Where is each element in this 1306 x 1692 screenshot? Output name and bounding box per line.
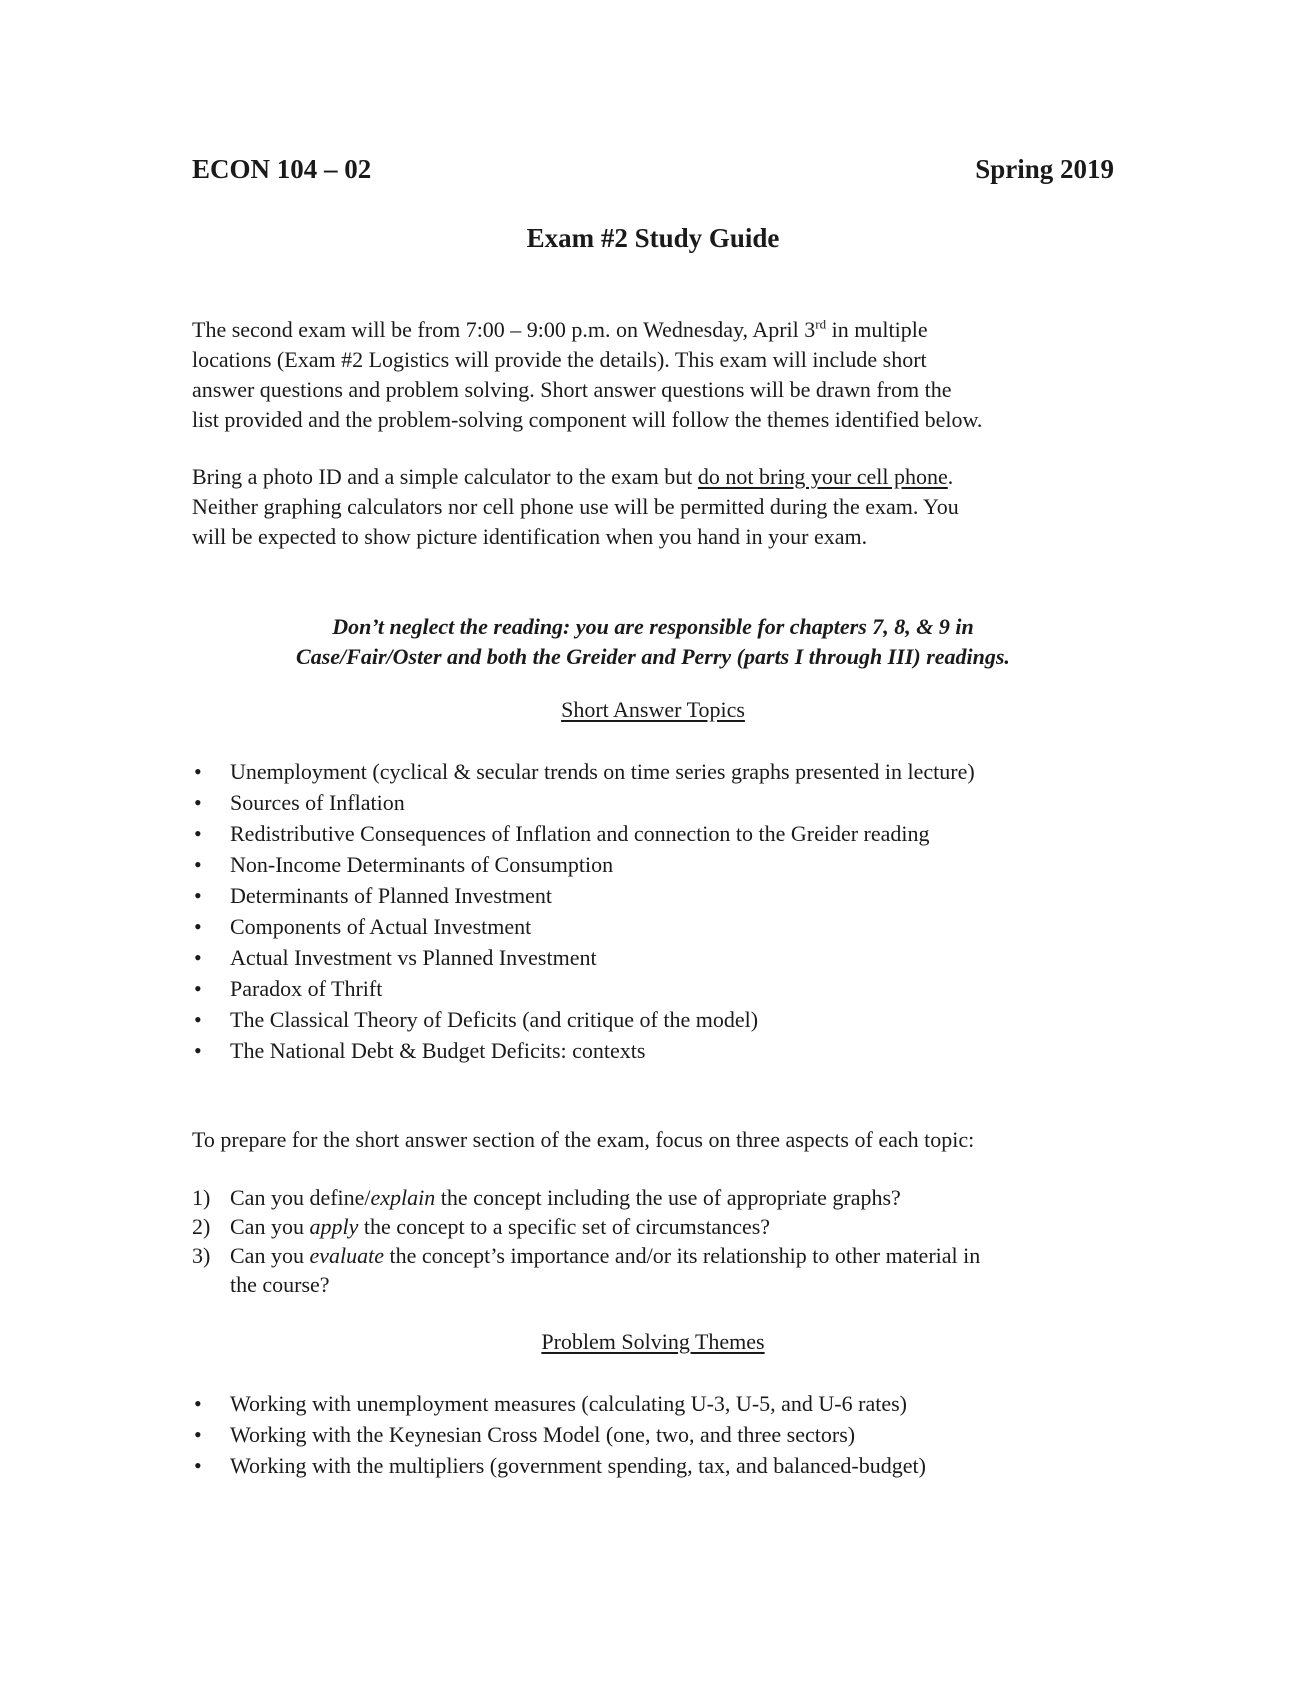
bullet-icon: • (194, 1422, 202, 1447)
logistics-line-3: will be expected to show picture identification when you hand in your exam. (192, 524, 868, 549)
term-label: Spring 2019 (975, 154, 1114, 184)
bullet-icon: • (194, 852, 202, 877)
no-cell-phone-emphasis: do not bring your cell phone (697, 464, 948, 489)
list-item: • Determinants of Planned Investment (192, 880, 975, 911)
list-item: • Actual Investment vs Planned Investment (192, 942, 975, 973)
list-item: • Redistributive Consequences of Inflation and connection to the Greider reading (192, 818, 975, 849)
problem-solving-theme-list (192, 1388, 926, 1481)
intro-line-4: list provided and the problem-solving component will follow the themes identified below. (192, 407, 983, 432)
intro-line-1: The second exam will be from 7:00 – 9:00 p.m. on Wednesday, April 3rd in multiple (192, 316, 928, 342)
logistics-line-1: Bring a photo ID and a simple calculator to the exam but do not bring your cell phone. (192, 464, 954, 489)
list-item: • Non-Income Determinants of Consumption (192, 849, 975, 880)
logistics-paragraph (192, 462, 1132, 552)
bullet-icon: • (194, 759, 202, 784)
list-item: 1) Can you define/explain the concept including the use of appropriate graphs? (192, 1185, 901, 1210)
list-item: • The Classical Theory of Deficits (and critique of the model) (192, 1004, 975, 1035)
bullet-icon: • (194, 1038, 202, 1063)
bullet-icon: • (194, 883, 202, 908)
bullet-icon: • (194, 790, 202, 815)
page-title: Exam #2 Study Guide (526, 223, 780, 253)
list-item: • Working with the Keynesian Cross Model (one, two, and three sectors) (192, 1419, 926, 1450)
problem-solving-heading: Problem Solving Themes (541, 1329, 765, 1354)
bullet-icon: • (194, 1391, 202, 1416)
bullet-icon: • (194, 821, 202, 846)
logistics-line-2: Neither graphing calculators nor cell phone use will be permitted during the exam. You (192, 494, 959, 519)
list-item: • Working with the multipliers (government spending, tax, and balanced-budget) (192, 1450, 926, 1481)
bullet-icon: • (194, 1007, 202, 1032)
intro-line-2: locations (Exam #2 Logistics will provide the details). This exam will include short (192, 347, 927, 372)
reading-note-line-2: Case/Fair/Oster and both the Greider and Perry (parts I through III) readings. (296, 644, 1010, 669)
course-code: ECON 104 – 02 (192, 154, 372, 184)
bullet-icon: • (194, 945, 202, 970)
list-item: 2) Can you apply the concept to a specific set of circumstances? (192, 1214, 771, 1239)
list-item: • The National Debt & Budget Deficits: contexts (192, 1035, 975, 1066)
list-item: • Unemployment (cyclical & secular trends on time series graphs presented in lecture) (192, 756, 975, 787)
list-item: • Working with unemployment measures (calculating U-3, U-5, and U-6 rates) (192, 1388, 926, 1419)
intro-line-3: answer questions and problem solving. Short answer questions will be drawn from the (192, 377, 952, 402)
intro-paragraph (192, 315, 1132, 435)
bullet-icon: • (194, 976, 202, 1001)
reading-note-line-1: Don’t neglect the reading: you are responsible for chapters 7, 8, & 9 in (332, 614, 974, 639)
bullet-icon: • (194, 1453, 202, 1478)
list-item: • Paradox of Thrift (192, 973, 975, 1004)
list-item: • Components of Actual Investment (192, 911, 975, 942)
reading-note (0, 612, 1306, 672)
list-item: • Sources of Inflation (192, 787, 975, 818)
bullet-icon: • (194, 914, 202, 939)
prepare-question-list (192, 1183, 980, 1299)
short-answer-heading: Short Answer Topics (561, 697, 745, 722)
prepare-intro: To prepare for the short answer section of the exam, focus on three aspects of each topic: (192, 1127, 975, 1152)
list-item: 3) Can you evaluate the concept’s importance and/or its relationship to other material in the course? (192, 1243, 981, 1297)
short-answer-topic-list (192, 756, 975, 1066)
